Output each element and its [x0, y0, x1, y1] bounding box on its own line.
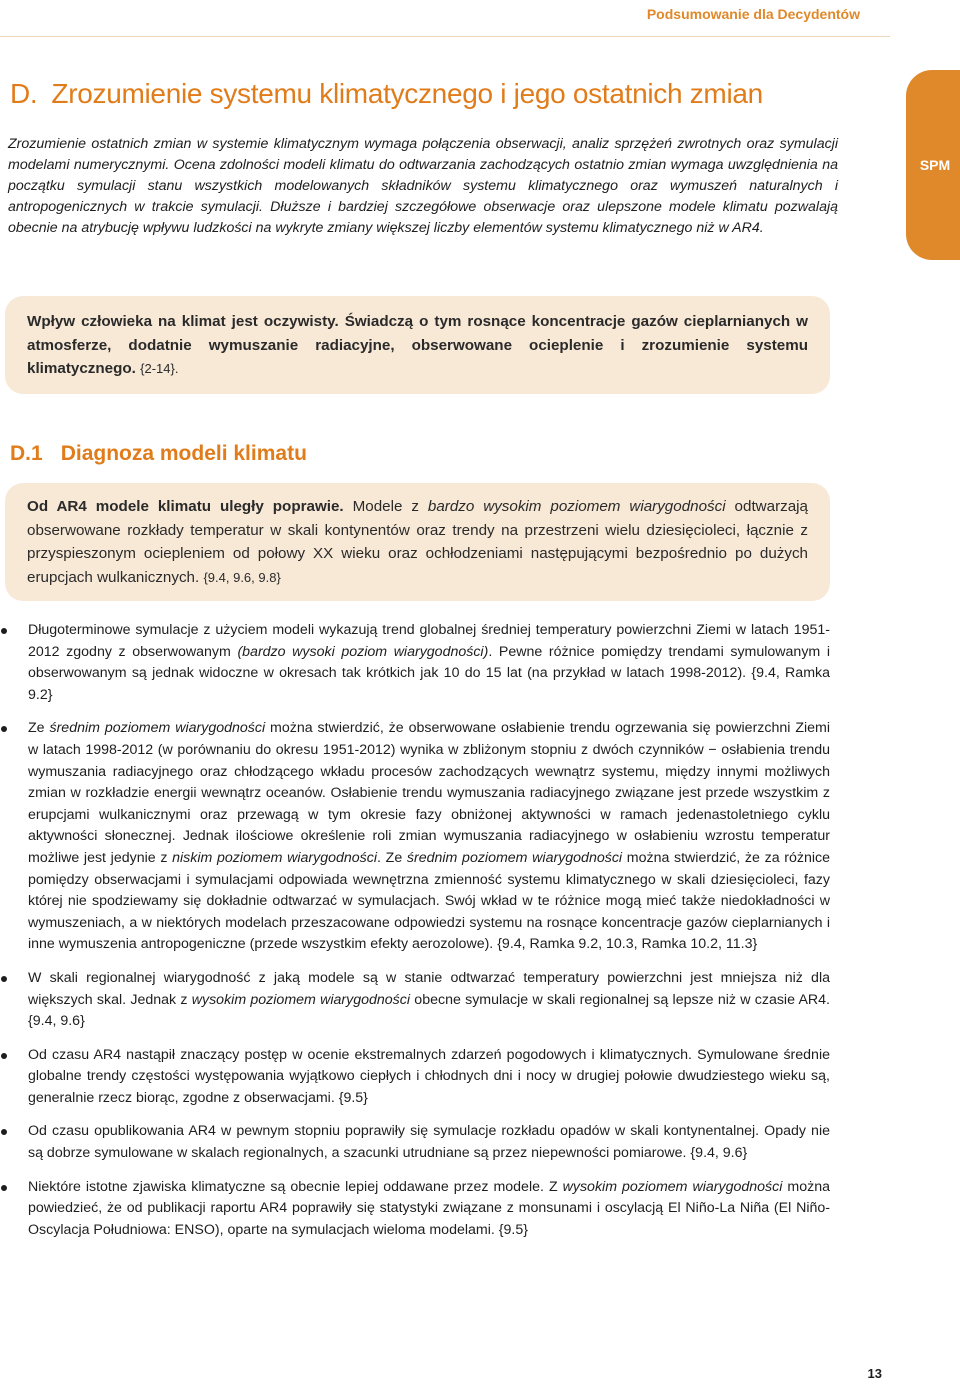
section-intro: Zrozumienie ostatnich zmian w systemie klimatycznym wymaga połączenia obserwacji, analiz sprzężeń zwrotnych oraz symulacji modelami numerycznymi. Ocena zdolności modeli klimatu do odtwarzania zachodzących ostatnio zmian wymaga uwzględnienia na początku symulacji stanu wszystkich modelowanych składników systemu klimatycznego oraz wymuszeń naturalnych i antropogenicznych w trakcie symulacji. Dłuższe i bardziej szczegółowe obserwacje oraz ulepszone modele klimatu pozwalają obecnie na atrybucję wpływu ludzkości na wykryte zmiany większej liczby elementów systemu klimatycznego niż w AR4. — [8, 136, 838, 236]
bullet-emphasis: średnim poziomem wiarygodności — [406, 849, 623, 866]
bullet-emphasis: wysokim poziomem wiarygodności — [191, 991, 411, 1008]
bullet-text: można stwierdzić, że obserwowane osłabienie trendu ogrzewania się powierzchni Ziemi w latach 1998-2012 (w porównaniu do okresu 1951-2012) wynika w zbliżonym stopniu z dwóch czynników − osłabienia trendu wymuszania radiacyjnego oraz chłodzącego wkładu procesów zachodzących wewnątrz systemu, między innymi możliwych zmian w rozkładzie energii wewnątrz oceanów. Osłabienie trendu wymuszania radiacyjnego związane jest przede wszystkim z erupcjami wulkanicznymi oraz przewagą w tym okresie fazy obniżonej aktywności w ramach jedenastoletniego cyklu aktywności słonecznej. Jednak ilościowe określenie roli zmian wymuszania radiacyjnego w osłabieniu wzrostu temperatur możliwe jest jedynie z — [28, 720, 831, 866]
bullet-text: Długoterminowe symulacje z użyciem modeli wykazują trend globalnej średniej temperatury powierzchni Ziemi w latach 1951-2012 zgodny z obserwowanym — [28, 622, 830, 660]
bullet-item — [28, 968, 830, 1033]
bullet-emphasis: średnim poziomem wiarygodności — [49, 720, 266, 737]
d1-statement — [27, 495, 808, 589]
header-divider — [0, 36, 890, 37]
bullet-text: W skali regionalnej wiarygodność z jaką modele są w stanie odtwarzać temperatury powierzchni jest mniejsza niż dla większych skal. Jednak z — [28, 969, 830, 1008]
bullet-item — [28, 718, 830, 956]
bullet-list — [28, 620, 830, 1241]
d1-statement-lead: Od AR4 modele klimatu uległy poprawie. — [27, 498, 344, 515]
headline-statement-ref: {2-14}. — [140, 361, 179, 376]
bullet-text: można powiedzieć, że od publikacji raportu AR4 poprawiły się statystyki związane z monsunami i oscylacją El Niño-La Niña (El Niño-Oscylacja Południowa: ENSO), oparte na symulacjach wieloma modelami. {9.5} — [28, 1178, 830, 1238]
subsection-title-text: Diagnoza modeli klimatu — [60, 442, 307, 465]
section-title-text: Zrozumienie systemu klimatycznego i jego ostatnich zmian — [51, 78, 763, 109]
bullet-emphasis: niskim poziomem wiarygodności — [172, 849, 378, 866]
bullet-item — [28, 620, 830, 706]
bullet-text: . Pewne różnice pomiędzy trendami symulowanym i obserwowanym są jednak widoczne w okresach tak krótkich jak 10 do 15 lat (na przykład w latach 1998-2012). {9.4, Ramka 9.2} — [28, 643, 830, 703]
d1-statement-ref: {9.4, 9.6, 9.8} — [203, 569, 281, 585]
bullet-item — [28, 1121, 830, 1164]
running-header: Podsumowanie dla Decydentów — [646, 6, 860, 22]
spm-side-tab — [906, 70, 960, 260]
bullet-item — [28, 1177, 830, 1242]
d1-statement-part2: Modele z — [352, 498, 419, 515]
headline-statement-text: Wpływ człowieka na klimat jest oczywisty. Świadczą o tym rosnące koncentracje gazów cieplarnianych w atmosferze, dodatnie wymuszanie radiacyjne, obserwowane ocieplenie i zrozumienie systemu klimatycznego. — [27, 313, 808, 377]
bullet-item — [28, 1045, 830, 1110]
bullet-text: Niektóre istotne zjawiska klimatyczne są obecnie lepiej oddawane przez modele. Z — [28, 1178, 563, 1195]
headline-statement — [27, 310, 808, 381]
section-number: D. — [10, 78, 38, 109]
subsection-title — [10, 442, 830, 466]
d1-statement-body: odtwarzają obserwowane rozkłady temperatur w skali kontynentów oraz trendy na przestrzeni wielu dziesięcioleci, łącznie z przyspieszonym ociepleniem od połowy XX wieku oraz ochłodzeniami następującymi bezpośrednio po dużych erupcjach wulkanicznych. — [27, 498, 808, 586]
bullet-emphasis: (bardzo wysoki poziom wiarygodności) — [237, 643, 489, 660]
page-number: 13 — [867, 1366, 882, 1381]
side-tab-label: SPM — [919, 157, 951, 173]
d1-statement-box — [5, 483, 830, 601]
bullet-text: Od czasu AR4 nastąpił znaczący postęp w ocenie ekstremalnych zdarzeń pogodowych i klimatycznych. Symulowane średnie globalne trendy częstości występowania wyjątkowo ciepłych i chłodnych dni i nocy w drugiej połowie dwudziestego wieku są, generalnie rzecz biorąc, zgodne z obserwacjami. {9.5} — [28, 1046, 830, 1106]
bullet-text: . Ze — [377, 849, 407, 866]
bullet-text: Ze — [28, 720, 50, 737]
bullet-text: obecne symulacje w skali regionalnej są lepsze niż w czasie AR4. {9.4, 9.6} — [28, 991, 830, 1030]
bullet-emphasis: wysokim poziomem wiarygodności — [562, 1178, 783, 1195]
bullet-text: można stwierdzić, że za różnice pomiędzy obserwacjami i symulacjami odpowiada wewnętrzna zmienność systemu klimatycznego w skali dziesięcioleci, fazy której nie spodziewamy się dokładnie odtwarzać w symulacjach. Swój wkład w te różnice mogą mieć także niedokładności w wymuszeniach, a w niektórych modelach przeszacowane odpowiedzi systemu na rosnące koncentracje gazów cieplarnianych i inne wymuszenia antropogeniczne (przede wszystkim efekty aerozolowe). {9.4, Ramka 9.2, 10.3, Ramka 10.2, 11.3} — [28, 849, 830, 953]
headline-statement-box — [5, 296, 830, 394]
bullet-text: Od czasu opublikowania AR4 w pewnym stopniu poprawiły się symulacje rozkładu opadów w skali kontynentalnej. Opady nie są dobrze symulowane w skalach regionalnych, a szacunki utrudniane są przez niepewności pomiarowe. {9.4, 9.6} — [28, 1123, 830, 1162]
section-title — [10, 78, 890, 110]
d1-statement-confidence: bardzo wysokim poziomem wiarygodności — [427, 498, 726, 515]
subsection-number: D.1 — [10, 442, 43, 465]
